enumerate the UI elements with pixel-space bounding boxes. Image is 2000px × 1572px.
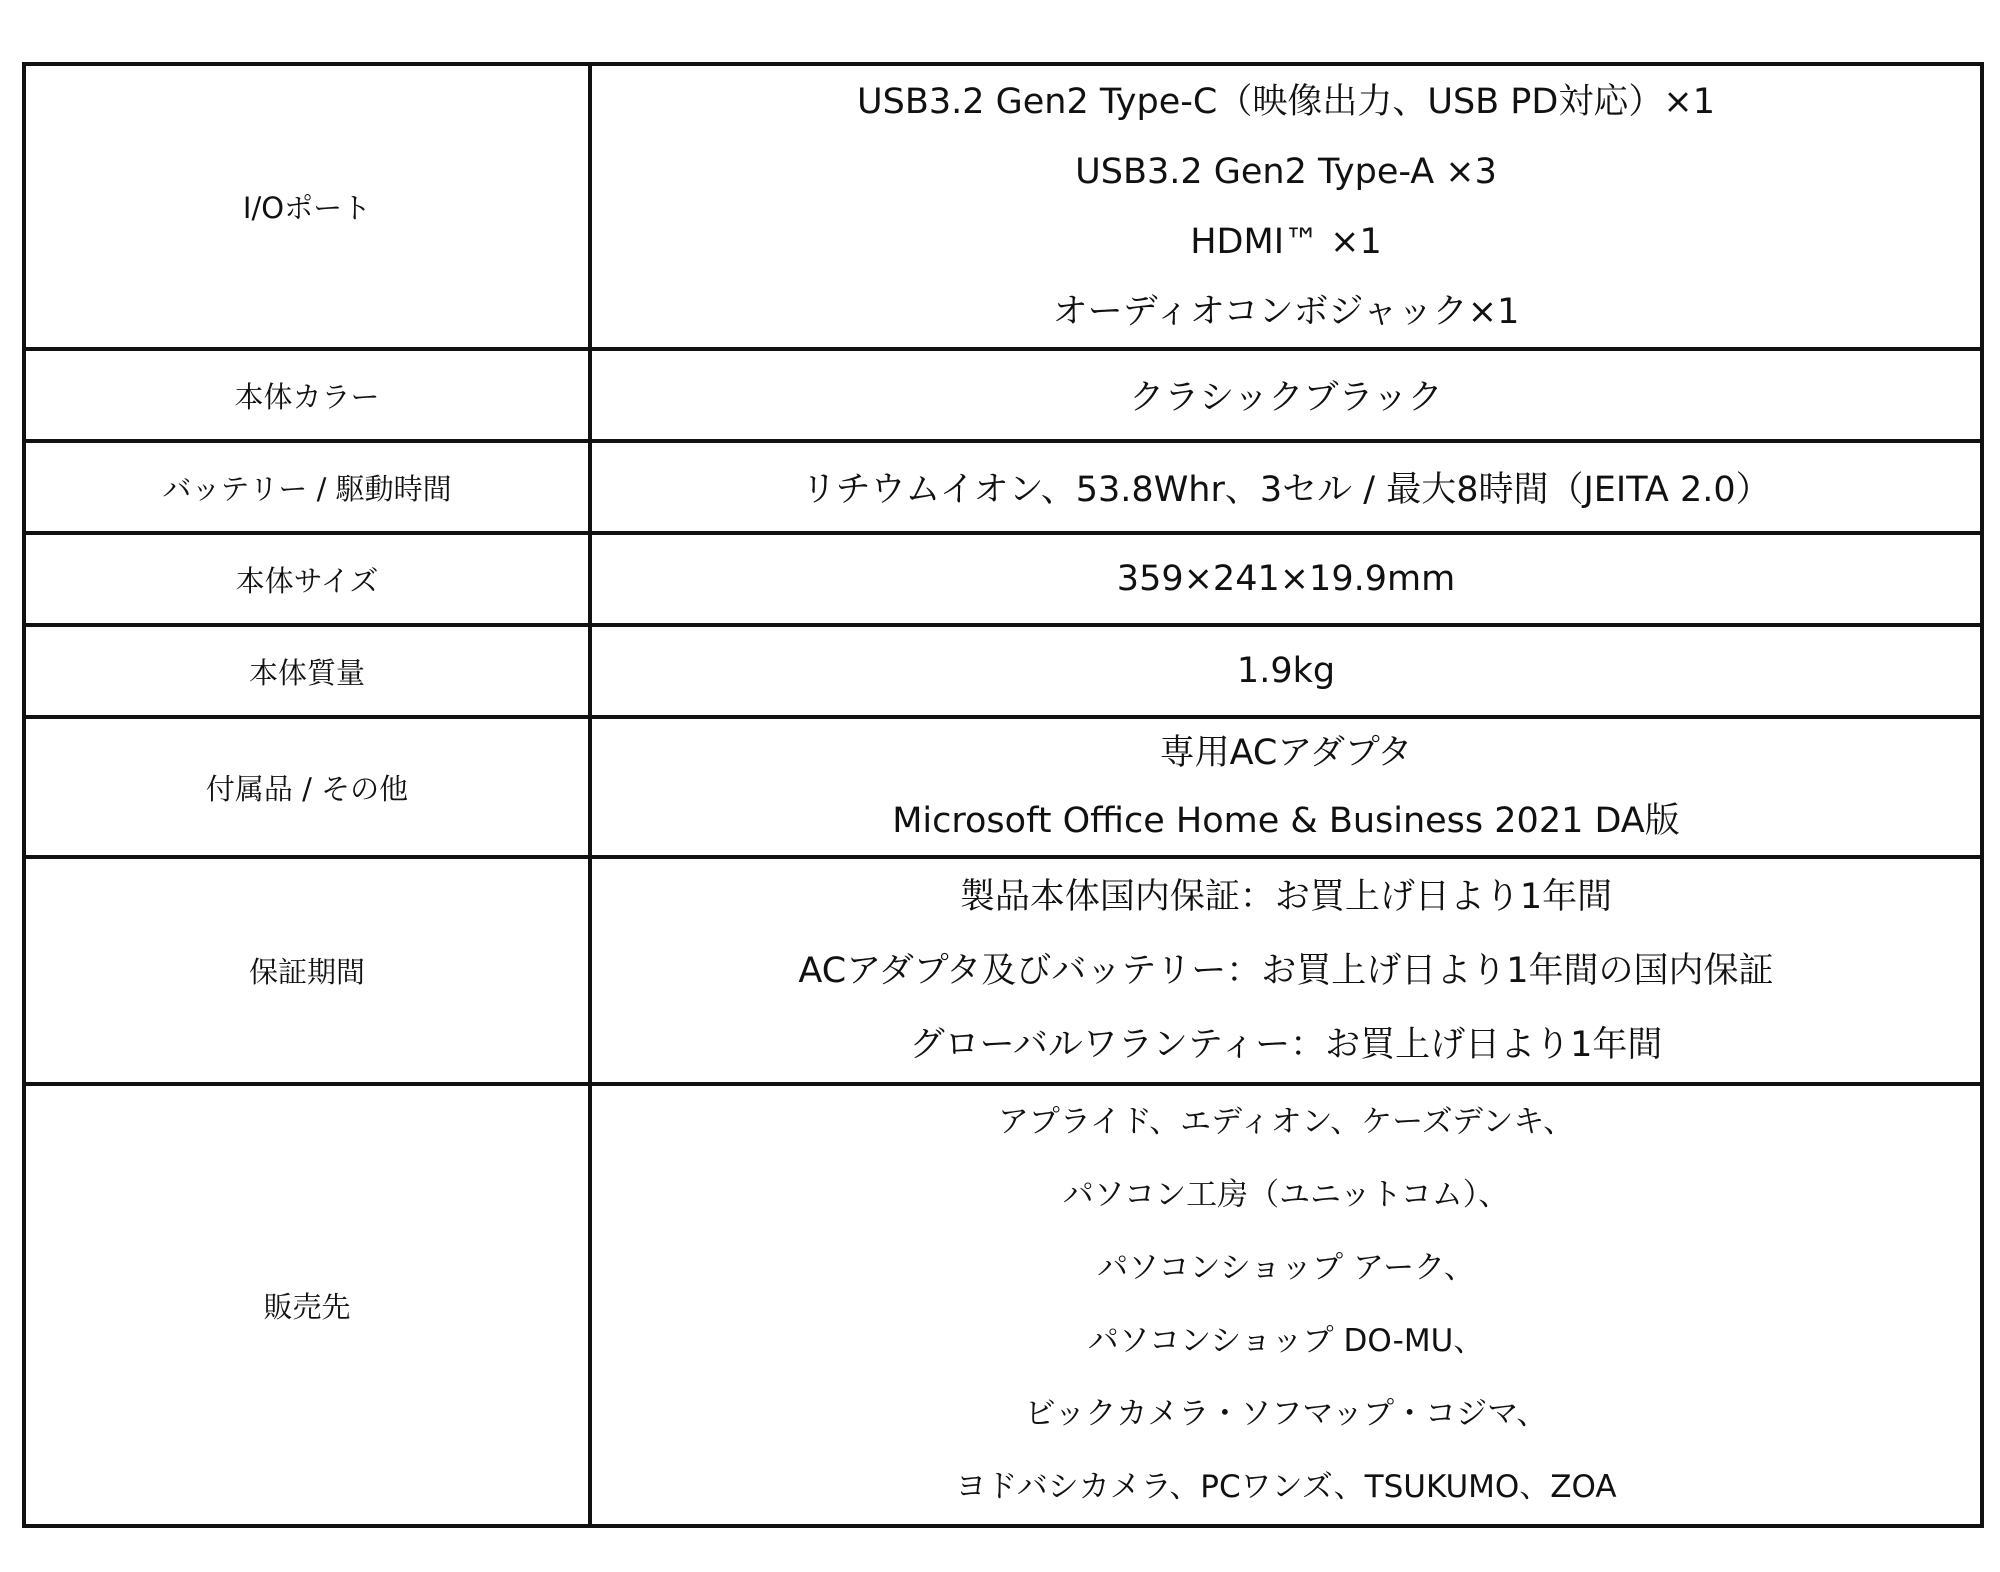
spec-value-line: ACアダプタ及びバッテリー：お買上げ日より1年間の国内保証 (798, 950, 1774, 991)
spec-table (22, 62, 1984, 1528)
spec-value (590, 625, 1982, 717)
spec-value-line: 製品本体国内保証：お買上げ日より1年間 (959, 876, 1613, 917)
spec-value-line: 1.9kg (1236, 651, 1336, 691)
spec-value-line: ビックカメラ・ソフマップ・コジマ、 (1024, 1396, 1548, 1432)
spec-value-line: オーディオコンボジャック×1 (1052, 291, 1520, 332)
spec-value-line: アプライド、エディオン、ケーズデンキ、 (997, 1104, 1575, 1140)
spec-value-line: パソコンショップ アーク、 (1097, 1250, 1475, 1286)
spec-value-line: Microsoft Office Home & Business 2021 DA版 (892, 801, 1680, 841)
spec-label: I/Oポート (24, 64, 590, 349)
spec-value (590, 1084, 1982, 1526)
spec-label: 本体サイズ (24, 533, 590, 625)
spec-row-retailers (24, 1084, 1982, 1526)
spec-row-color (24, 349, 1982, 441)
spec-value-line: ヨドバシカメラ、PCワンズ、TSUKUMO、ZOA (955, 1469, 1617, 1505)
spec-label: バッテリー / 駆動時間 (24, 441, 590, 533)
spec-label: 本体質量 (24, 625, 590, 717)
spec-value-line: USB3.2 Gen2 Type-C（映像出力、USB PD対応）×1 (857, 81, 1715, 122)
spec-row-accessories (24, 717, 1982, 857)
spec-value (590, 533, 1982, 625)
spec-label: 販売先 (24, 1084, 590, 1526)
spec-value-line: クラシックブラック (1129, 378, 1443, 418)
spec-value (590, 441, 1982, 533)
spec-row-io-ports (24, 64, 1982, 349)
spec-label: 付属品 / その他 (24, 717, 590, 857)
spec-row-battery (24, 441, 1982, 533)
spec-value-line: グローバルワランティー：お買上げ日より1年間 (909, 1024, 1663, 1065)
spec-row-size (24, 533, 1982, 625)
spec-value-line: 359×241×19.9mm (1116, 559, 1456, 599)
spec-value (590, 349, 1982, 441)
spec-row-warranty (24, 857, 1982, 1084)
spec-label: 本体カラー (24, 349, 590, 441)
spec-value-line: 専用ACアダプタ (1159, 733, 1413, 773)
spec-value-line: リチウムイオン、53.8Whr、3セル / 最大8時間（JEITA 2.0） (801, 470, 1771, 510)
spec-value-line: パソコン工房（ユニットコム）、 (1062, 1177, 1510, 1213)
spec-value-line: HDMI™ ×1 (1190, 221, 1382, 262)
spec-label: 保証期間 (24, 857, 590, 1084)
spec-value-line: パソコンショップ DO-MU、 (1087, 1323, 1485, 1359)
spec-value (590, 64, 1982, 349)
spec-value (590, 717, 1982, 857)
spec-value (590, 857, 1982, 1084)
spec-row-weight (24, 625, 1982, 717)
spec-value-line: USB3.2 Gen2 Type-A ×3 (1075, 151, 1497, 192)
